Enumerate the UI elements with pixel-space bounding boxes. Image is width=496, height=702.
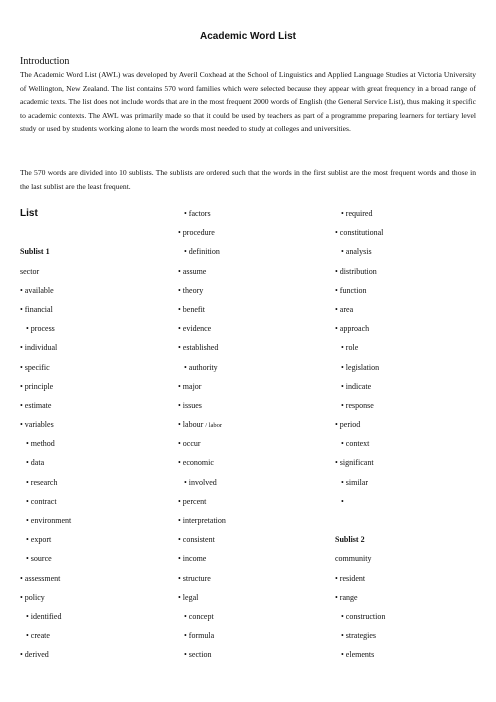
word-item: • financial xyxy=(20,304,53,314)
word-item: • distribution xyxy=(335,266,377,276)
word-item: • create xyxy=(26,631,50,641)
word-item: • legal xyxy=(178,592,199,602)
word-item: • individual xyxy=(20,343,58,353)
word-item: • legislation xyxy=(341,362,380,372)
word-item: • construction xyxy=(341,611,386,621)
word-item: • formula xyxy=(184,631,215,641)
word-item: • export xyxy=(26,535,52,545)
word-item: • section xyxy=(184,650,212,660)
word-item: • source xyxy=(26,554,52,564)
word-item: • period xyxy=(335,420,361,430)
word-item: • income xyxy=(178,554,207,564)
word-item: • elements xyxy=(341,650,375,660)
list-heading: Sublist 1 xyxy=(20,247,50,257)
word-item: • procedure xyxy=(178,228,215,238)
word-item: • identified xyxy=(26,611,62,621)
word-item: • labour / labor xyxy=(178,420,223,430)
word-item: • authority xyxy=(184,362,218,372)
word-item: • environment xyxy=(26,516,72,525)
word-item: • research xyxy=(26,477,58,487)
word-item: • structure xyxy=(178,573,211,583)
word-item: • function xyxy=(335,285,367,295)
word-item xyxy=(20,226,170,245)
word-item: community xyxy=(335,554,372,564)
word-item: • contract xyxy=(26,496,57,506)
word-item: • percent xyxy=(178,496,207,506)
introduction-heading: Introduction xyxy=(20,56,70,67)
word-item: • benefit xyxy=(178,304,206,314)
word-item: • specific xyxy=(20,362,50,372)
word-column-2 xyxy=(178,207,328,668)
word-item: • area xyxy=(335,304,354,314)
word-item: • approach xyxy=(335,324,370,334)
word-item: • issues xyxy=(178,400,202,410)
word-item: • constitutional xyxy=(335,228,384,238)
word-item: • principle xyxy=(20,381,54,391)
word-item: • factors xyxy=(184,209,211,218)
word-column-3 xyxy=(335,207,485,668)
word-item: • range xyxy=(335,592,358,602)
word-item: sector xyxy=(20,266,40,276)
word-item: • variables xyxy=(20,420,54,430)
word-item: • strategies xyxy=(341,631,377,641)
intro-paragraph-1: The Academic Word List (AWL) was developed by Averil Coxhead at the School of Linguistics and Applied Language Studies at Victoria University of Wellington, New Zealand. The list contains 570 word families which were selected because they appear with great frequency in a broad range of academic texts. The list does not include words that are in the most frequent 2000 words of English (the General Service List), thus making it specific to academic contexts. The AWL was primarily made so that it could be used by teachers as part of a programme preparing learners for tertiary level study or used by students working alone to learn the words most needed to study at colleges and universities. xyxy=(20,70,476,133)
word-item: • data xyxy=(26,458,45,468)
word-item: • derived xyxy=(20,650,49,660)
word-item: • assessment xyxy=(20,573,61,583)
word-item: • significant xyxy=(335,458,374,468)
word-item: • similar xyxy=(341,477,369,487)
word-item: • resident xyxy=(335,573,366,583)
word-item: • estimate xyxy=(20,400,52,410)
word-item: • major xyxy=(178,381,202,391)
word-item: • process xyxy=(26,324,55,334)
word-item: • evidence xyxy=(178,324,212,334)
intro-paragraph-2: The 570 words are divided into 10 sublists. The sublists are ordered such that the words in the first sublist are the most frequent words and those in the last sublist are the least frequent. xyxy=(20,168,476,191)
word-item: • xyxy=(341,496,344,506)
word-item: • context xyxy=(341,439,370,449)
word-item: • theory xyxy=(178,285,204,295)
word-item: • assume xyxy=(178,266,207,276)
list-heading: Sublist 2 xyxy=(335,535,365,545)
word-item: • required xyxy=(341,209,373,218)
word-item: • definition xyxy=(184,247,220,257)
word-item: • policy xyxy=(20,592,45,602)
word-item: • indicate xyxy=(341,381,372,391)
word-item: • economic xyxy=(178,458,214,468)
word-item: • consistent xyxy=(178,535,215,545)
word-item: • method xyxy=(26,439,55,449)
list-heading: List xyxy=(20,208,38,219)
word-item: • involved xyxy=(184,477,217,487)
word-item: • concept xyxy=(184,611,214,621)
word-column-1 xyxy=(20,207,170,668)
word-item: • response xyxy=(341,400,374,410)
word-item: • interpretation xyxy=(178,516,226,525)
word-item xyxy=(335,514,485,533)
document-title: Academic Word List xyxy=(200,31,296,42)
word-item: • occur xyxy=(178,439,201,449)
word-item: • role xyxy=(341,343,359,353)
word-item: • established xyxy=(178,343,219,353)
word-item: • analysis xyxy=(341,247,372,257)
word-item: • available xyxy=(20,285,54,295)
